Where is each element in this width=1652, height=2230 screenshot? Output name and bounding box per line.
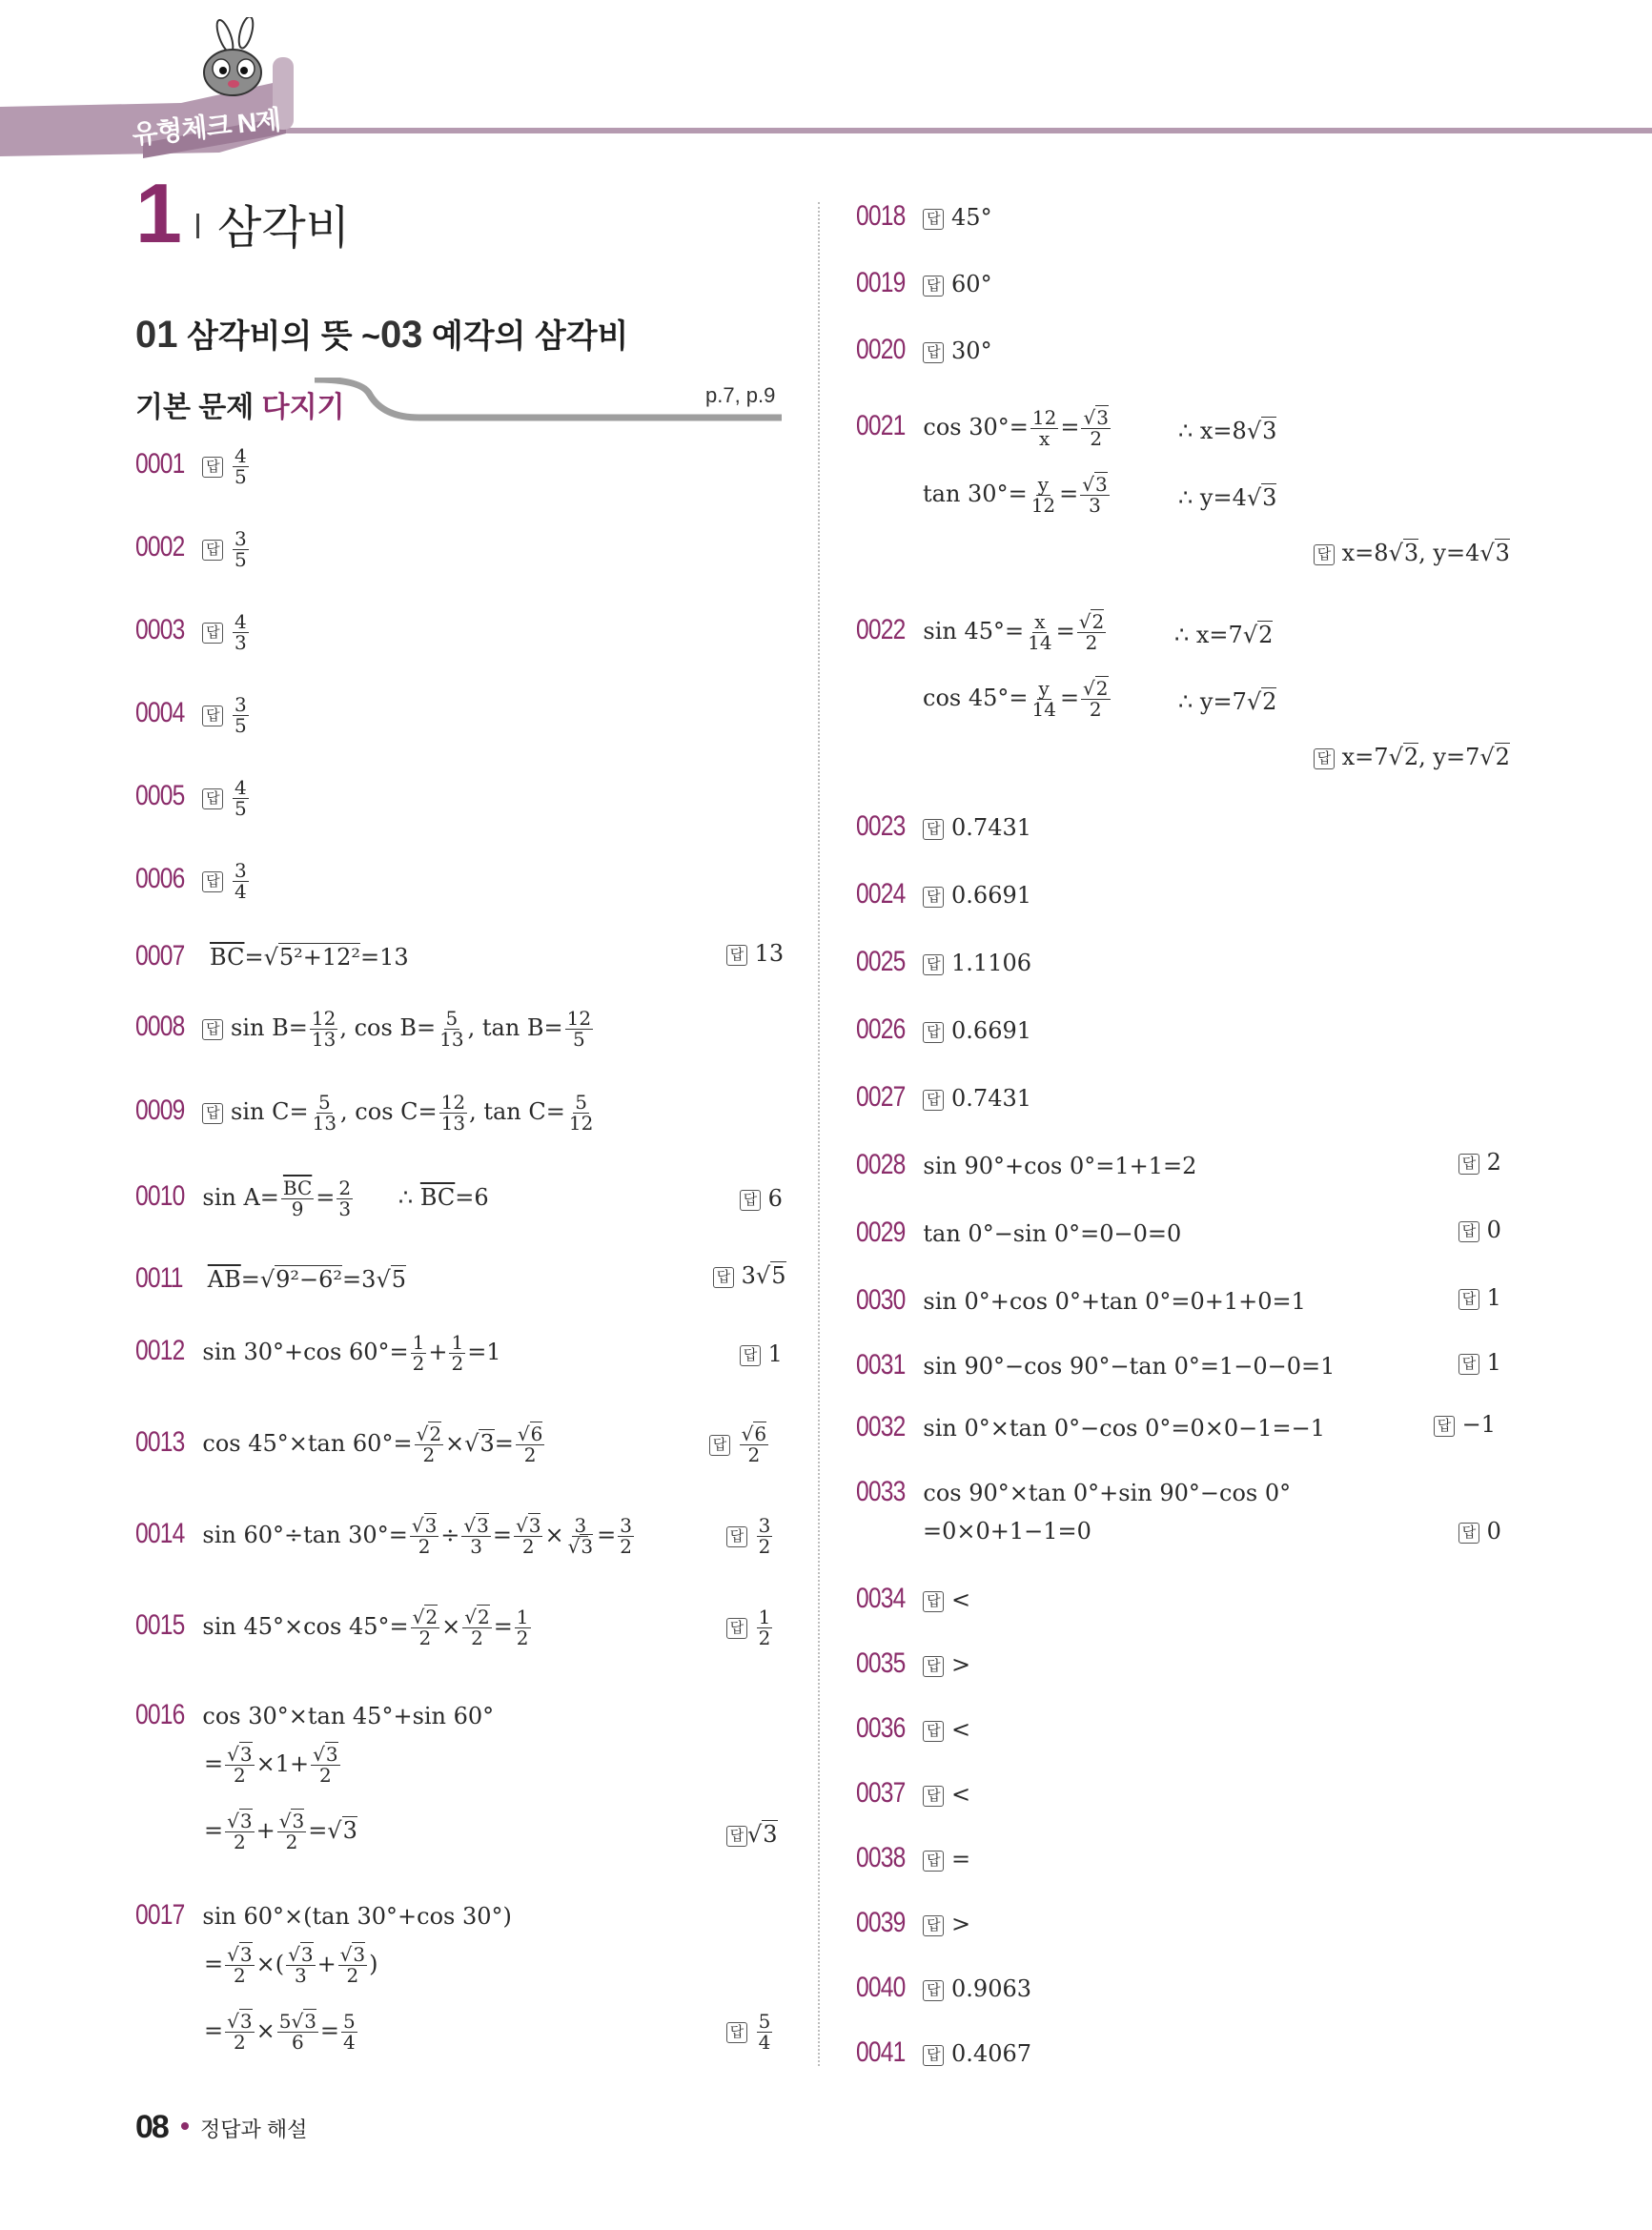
problem-number: 0018 (856, 200, 906, 232)
answer-mark-icon: 답 (202, 1019, 223, 1040)
fraction: $\frac{4}{5}$ (235, 776, 247, 820)
answer-mark-icon: 답 (202, 457, 223, 478)
answer-mark-icon: 답 (726, 1826, 747, 1847)
page-number: 08 (135, 2109, 168, 2145)
header-tab-label: 유형체크 N제 (130, 104, 282, 151)
result-0021-y: ∴ y=4√3 (1178, 484, 1277, 511)
problem-0027: 0027 답 0.7431 (856, 1081, 1032, 1113)
answer-0015: 답 $\frac{1}{2}$ (726, 1607, 774, 1648)
answer-mark-icon: 답 (923, 1591, 944, 1612)
answer-mark-icon: 답 (923, 1980, 944, 2001)
answer-mark-icon: 답 (713, 1267, 734, 1288)
answer-mark-icon: 답 (726, 1526, 747, 1547)
answer-0021: 답 x=8√3, y=4√3 (1314, 540, 1510, 566)
answer-mark-icon: 답 (923, 209, 944, 230)
answer-0022: 답 x=7√2, y=7√2 (1314, 744, 1510, 770)
problem-0002 (135, 529, 251, 570)
problem-number: 0011 (135, 1262, 183, 1294)
problem-number: 0009 (135, 1095, 185, 1126)
answer-0014: 답 $\frac{3}{2}$ (726, 1516, 774, 1557)
answer-mark-icon: 답 (740, 1190, 761, 1211)
answer-0029: 답 0 (1458, 1217, 1501, 1243)
answer-0013: 답 $\frac{√6}{2}$ (709, 1424, 770, 1465)
section-num-2: 03 (379, 314, 423, 356)
problem-0024: 0024 답 0.6691 (856, 878, 1032, 910)
problem-0015: 0015 sin 45°×cos 45°= $\frac{√2}{2}$ × $\frac{√2}{2}$ = $\frac{1}{2}$ (135, 1606, 529, 1649)
answer-mark-icon: 답 (923, 1851, 944, 1872)
problem-number: 0008 (135, 1011, 185, 1042)
problem-number: 0024 (856, 878, 906, 910)
section-tilde: ~ (361, 318, 380, 355)
problem-0010: 0010 sin A= $\frac{\overline{BC}}{9}$ = $\frac{2}{3}$ ∴ $\overline{BC}=6$ (135, 1176, 489, 1220)
problem-number: 0029 (856, 1217, 906, 1248)
problem-0021: 0021 cos 30°= $\frac{12}{x}$ = $\frac{√3}{2}$ (856, 406, 1109, 450)
answer-0030: 답 1 (1458, 1284, 1501, 1311)
bunny-mascot-icon (191, 17, 276, 101)
answer-mark-icon: 답 (1458, 1154, 1479, 1175)
answer-mark-icon: 답 (202, 788, 223, 809)
answer-0028: 답 2 (1458, 1149, 1501, 1176)
problem-number: 0032 (856, 1411, 906, 1442)
problem-number: 0006 (135, 863, 185, 894)
problem-0038: 0038 답 = (856, 1842, 971, 1873)
problem-0012: 0012 sin 30°+cos 60°= $\frac{1}{2}$ + $\frac{1}{2}$ =1 (135, 1331, 501, 1375)
problem-number: 0033 (856, 1476, 906, 1507)
fraction: $\frac{3}{5}$ (235, 693, 247, 737)
problem-0036: 0036 답 < (856, 1712, 971, 1744)
problem-number: 0016 (135, 1699, 185, 1730)
problem-0018: 0018 답 45° (856, 200, 992, 232)
problem-0033-line2: =0×0+1−1=0 (923, 1518, 1091, 1545)
section-title (135, 310, 628, 357)
section-title-2: 예각의 삼각비 (431, 318, 629, 355)
problem-0017-line3: = $\frac{√3}{2}$ × $\frac{5√3}{6}$ = $\frac{5}{4}$ (204, 2010, 356, 2054)
answer-0007: 답 13 (726, 940, 784, 967)
answer-mark-icon: 답 (923, 1786, 944, 1807)
column-divider (818, 202, 820, 2066)
problem-number: 0004 (135, 697, 185, 728)
result-0022-x: ∴ x=7√2 (1174, 622, 1274, 648)
problem-0014: 0014 sin 60°÷tan 30°= $\frac{√3}{2}$ ÷ $\frac{√3}{3}$ = $\frac{√3}{2}$ × $\frac{3}{√3}$ = $\frac{3}{2}$ (135, 1514, 632, 1558)
problem-0016-line3: = $\frac{√3}{2}$ + $\frac{√3}{2}$ =√3 (204, 1810, 357, 1853)
answer-mark-icon: 답 (923, 1656, 944, 1677)
result-0022-y: ∴ y=7√2 (1178, 688, 1277, 715)
problem-0030: 0030 sin 0°+cos 0°+tan 0°=0+1+0=1 (856, 1284, 1306, 1316)
answer-mark-icon: 답 (923, 342, 944, 363)
answer-mark-icon: 답 (923, 954, 944, 975)
answer-mark-icon: 답 (923, 1721, 944, 1742)
problem-0025: 0025 답 1.1106 (856, 946, 1032, 977)
page-reference: p.7, p.9 (705, 383, 776, 407)
problem-0022: 0022 sin 45°= $\frac{x}{14}$ = $\frac{√2}{2}$ (856, 610, 1105, 654)
problem-0003 (135, 612, 251, 653)
problem-number: 0023 (856, 810, 906, 842)
section-title-1: 삼각비의 뜻 (186, 318, 353, 355)
problem-number: 0030 (856, 1284, 906, 1316)
problem-0032: 0032 sin 0°×tan 0°−cos 0°=0×0−1=−1 (856, 1411, 1325, 1442)
problem-number: 0003 (135, 614, 185, 645)
problem-number: 0013 (135, 1426, 185, 1458)
problem-number: 0025 (856, 946, 906, 977)
problem-0021-line2: tan 30°= $\frac{y}{12}$ = $\frac{√3}{3}$ (923, 473, 1108, 517)
footer-label: 정답과 해설 (200, 2117, 308, 2141)
problem-0004 (135, 695, 251, 736)
problem-number: 0010 (135, 1180, 185, 1212)
answer-mark-icon: 답 (726, 2022, 747, 2043)
problem-0017: 0017 sin 60°×(tan 30°+cos 30°) (135, 1899, 512, 1931)
problem-number: 0021 (856, 410, 906, 441)
problem-0006 (135, 861, 251, 902)
answer-mark-icon: 답 (923, 819, 944, 840)
problem-number: 0039 (856, 1907, 906, 1938)
chapter-title: 삼각비 (217, 203, 351, 254)
answer-mark-icon: 답 (1314, 544, 1335, 565)
answer-0011: 답 3√5 (713, 1262, 786, 1289)
answer-mark-icon: 답 (1458, 1221, 1479, 1242)
answer-mark-icon: 답 (740, 1345, 761, 1366)
problem-number: 0037 (856, 1777, 906, 1809)
problem-0001 (135, 446, 251, 487)
problem-number: 0012 (135, 1335, 185, 1366)
problem-0039: 0039 답 > (856, 1907, 971, 1938)
answer-mark-icon: 답 (709, 1435, 730, 1456)
answer-mark-icon: 답 (202, 623, 223, 644)
answer-mark-icon: 답 (202, 540, 223, 561)
problem-number: 0040 (856, 1972, 906, 2003)
basic-label-a: 기본 문제 (135, 392, 262, 423)
problem-number: 0005 (135, 780, 185, 811)
answer-0031: 답 1 (1458, 1349, 1501, 1376)
answer-mark-icon: 답 (202, 1103, 223, 1124)
problem-number: 0027 (856, 1081, 906, 1113)
answer-mark-icon: 답 (1458, 1289, 1479, 1310)
problem-number: 0035 (856, 1647, 906, 1679)
problem-0013: 0013 cos 45°×tan 60°= $\frac{√2}{2}$ ×√3= $\frac{√6}{2}$ (135, 1422, 543, 1466)
problem-0011: 0011 $\overline{AB}=√9^2-6^2=3√5$ (135, 1262, 407, 1294)
answer-mark-icon: 답 (1458, 1354, 1479, 1375)
problem-0037: 0037 답 < (856, 1777, 971, 1809)
problem-number: 0031 (856, 1349, 906, 1381)
problem-number: 0007 (135, 940, 185, 972)
problem-0040: 0040 답 0.9063 (856, 1972, 1032, 2003)
answer-mark-icon: 답 (923, 887, 944, 908)
answer-mark-icon: 답 (1458, 1523, 1479, 1544)
section-num-1: 01 (135, 314, 178, 356)
problem-0029: 0029 tan 0°−sin 0°=0−0=0 (856, 1217, 1182, 1248)
answer-0012: 답 1 (740, 1340, 783, 1367)
fraction: $\frac{4}{5}$ (235, 444, 247, 488)
problem-number: 0038 (856, 1842, 906, 1873)
chapter-number: 1 (135, 166, 182, 260)
fraction: $\frac{3}{5}$ (235, 527, 247, 571)
problem-0007: 0007 $\overline{BC}=√5^2+12^2=13$ (135, 940, 409, 972)
problem-number: 0022 (856, 614, 906, 645)
problem-0005 (135, 778, 251, 819)
answer-mark-icon: 답 (923, 2045, 944, 2066)
result-0021-x: ∴ x=8√3 (1178, 418, 1277, 444)
problem-0016: 0016 cos 30°×tan 45°+sin 60° (135, 1699, 495, 1730)
problem-0009: 0009 답 sin C= $\frac{5}{13}$ , cos C= $\frac{12}{13}$ , tan C= $\frac{5}{12}$ (135, 1091, 594, 1135)
answer-mark-icon: 답 (726, 1618, 747, 1639)
answer-mark-icon: 답 (1434, 1416, 1455, 1437)
problem-0023: 0023 답 0.7431 (856, 810, 1032, 842)
answer-0016: 답 √3 (726, 1821, 778, 1848)
problem-0019: 0019 답 60° (856, 267, 992, 298)
problem-0034: 0034 답 < (856, 1583, 971, 1614)
problem-number: 0002 (135, 531, 185, 563)
problem-0035: 0035 답 > (856, 1647, 971, 1679)
answer-0010: 답 6 (740, 1185, 783, 1212)
answer-mark-icon: 답 (1314, 748, 1335, 769)
problem-0033: 0033 cos 90°×tan 0°+sin 90°−cos 0° (856, 1476, 1292, 1507)
problem-0016-line2: = $\frac{√3}{2}$ ×1+ $\frac{√3}{2}$ (204, 1743, 338, 1787)
chapter-divider (196, 214, 199, 238)
basic-problems-label (135, 383, 345, 425)
problem-number: 0026 (856, 1013, 906, 1045)
answer-mark-icon: 답 (726, 945, 747, 966)
problem-number: 0020 (856, 334, 906, 365)
answer-0032: 답 −1 (1434, 1411, 1496, 1438)
problem-number: 0041 (856, 2036, 906, 2068)
problem-number: 0017 (135, 1899, 185, 1931)
problem-0022-line2: cos 45°= $\frac{y}{14}$ = $\frac{√2}{2}$ (923, 677, 1109, 721)
problem-number: 0015 (135, 1609, 185, 1641)
problem-0008: 0008 답 sin B= $\frac{12}{13}$ , cos B= $\frac{5}{13}$ , tan B= $\frac{12}{5}$ (135, 1007, 592, 1051)
problem-number: 0014 (135, 1518, 185, 1549)
problem-0041: 0041 답 0.4067 (856, 2036, 1032, 2068)
problem-0031: 0031 sin 90°−cos 90°−tan 0°=1−0−0=1 (856, 1349, 1336, 1381)
problem-0017-line2: = $\frac{√3}{2}$ ×( $\frac{√3}{3}$ + $\frac{√3}{2}$ ) (204, 1943, 378, 1987)
problem-number: 0036 (856, 1712, 906, 1744)
fraction: $\frac{3}{4}$ (235, 859, 247, 903)
problem-0020: 0020 답 30° (856, 334, 992, 365)
footer-bullet-icon (181, 2122, 189, 2130)
basic-label-b: 다지기 (261, 392, 345, 423)
answer-mark-icon: 답 (923, 276, 944, 297)
problem-number: 0034 (856, 1583, 906, 1614)
problem-number: 0001 (135, 448, 185, 480)
answer-0017: 답 $\frac{5}{4}$ (726, 2012, 774, 2053)
fraction: $\frac{4}{3}$ (235, 610, 247, 654)
answer-mark-icon: 답 (923, 1915, 944, 1936)
problem-number: 0028 (856, 1149, 906, 1180)
problem-number: 0019 (856, 267, 906, 298)
answer-mark-icon: 답 (923, 1090, 944, 1111)
problem-0028: 0028 sin 90°+cos 0°=1+1=2 (856, 1149, 1197, 1180)
problem-0026: 0026 답 0.6691 (856, 1013, 1032, 1045)
answer-mark-icon: 답 (202, 871, 223, 892)
answer-mark-icon: 답 (923, 1022, 944, 1043)
answer-mark-icon: 답 (202, 706, 223, 726)
answer-0033: 답 0 (1458, 1518, 1501, 1545)
